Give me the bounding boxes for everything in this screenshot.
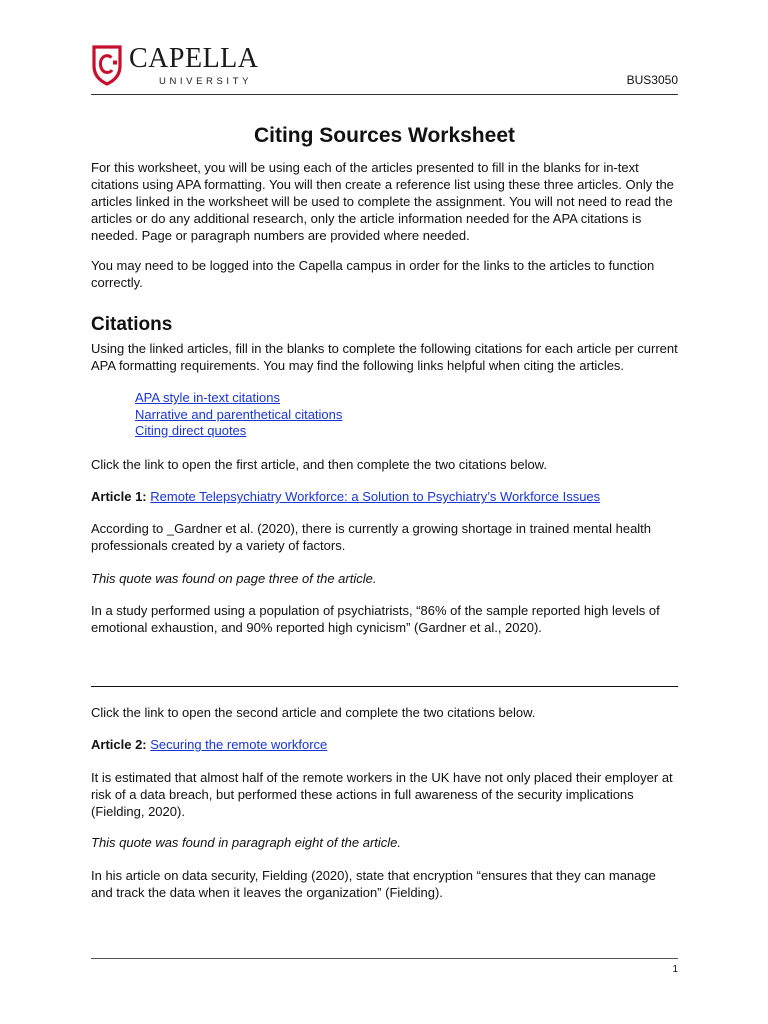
article1-link[interactable]: Remote Telepsychiatry Workforce: a Solution to Psychiatry’s Workforce Issues — [150, 489, 601, 504]
article1-label: Article 1: — [91, 489, 147, 504]
logo-subtitle: UNIVERSITY — [159, 76, 253, 87]
page-title: Citing Sources Worksheet — [253, 124, 515, 147]
article2-link[interactable]: Securing the remote workforce — [150, 737, 328, 752]
helpful-links — [135, 390, 342, 440]
login-note: You may need to be logged into the Capella campus in order for the links to the articles to function correctly. — [91, 258, 655, 290]
article2-citation-2: In his article on data security, Fielding (2020), state that encryption “ensures that they can manage and track the data when it leaves the organization” (Fielding). — [91, 868, 656, 900]
header-divider — [91, 94, 678, 95]
document-page — [91, 0, 678, 1024]
article2-label: Article 2: — [91, 737, 147, 752]
first-article-instruction: Click the link to open the first article, and then complete the two citations below. — [91, 457, 547, 472]
article2-quote-note: This quote was found in paragraph eight of the article. — [91, 835, 402, 850]
footer-divider — [91, 958, 678, 959]
citations-instructions: Using the linked articles, fill in the blanks to complete the following citations for each article per current APA formatting requirements. You may find the following links helpful when citing the articles. — [91, 341, 678, 373]
intro-paragraph: For this worksheet, you will be using each of the articles presented to fill in the blanks for in-text citations using APA formatting. You will then create a reference list using these three articles. Only the articles linked in the worksheet will be used to complete the assignment. You will not need to read the articles or do any additional research, only the article information needed for the APA citations is needed. Page or paragraph numbers are provided where needed. — [91, 160, 674, 243]
logo-wordmark: CAPELLA — [129, 43, 259, 74]
article2-line — [91, 736, 678, 753]
course-code: BUS3050 — [626, 73, 678, 87]
direct-quotes-link[interactable]: Citing direct quotes — [135, 423, 247, 438]
article1-citation-1: According to _Gardner et al. (2020), there is currently a growing shortage in trained mental health professionals created by a variety of factors. — [91, 521, 652, 553]
capella-logo — [91, 44, 259, 86]
second-article-instruction: Click the link to open the second article and complete the two citations below. — [91, 705, 536, 720]
article1-citation-2: In a study performed using a population of psychiatrists, “86% of the sample reported high levels of emotional exhaustion, and 90% reported high cynicism” (Gardner et al., 2020). — [91, 603, 660, 635]
article1-line — [91, 488, 678, 505]
apa-in-text-link[interactable]: APA style in-text citations — [135, 390, 280, 405]
citations-heading: Citations — [91, 314, 173, 335]
section-divider — [91, 686, 678, 687]
shield-icon — [91, 44, 123, 86]
narrative-parenthetical-link[interactable]: Narrative and parenthetical citations — [135, 406, 343, 422]
page-number: 1 — [672, 964, 678, 975]
article1-quote-note: This quote was found on page three of the article. — [91, 571, 377, 586]
article2-citation-1: It is estimated that almost half of the remote workers in the UK have not only placed their employer at risk of a data breach, but performed these actions in full awareness of the security implications (Fielding, 2020). — [91, 770, 673, 819]
